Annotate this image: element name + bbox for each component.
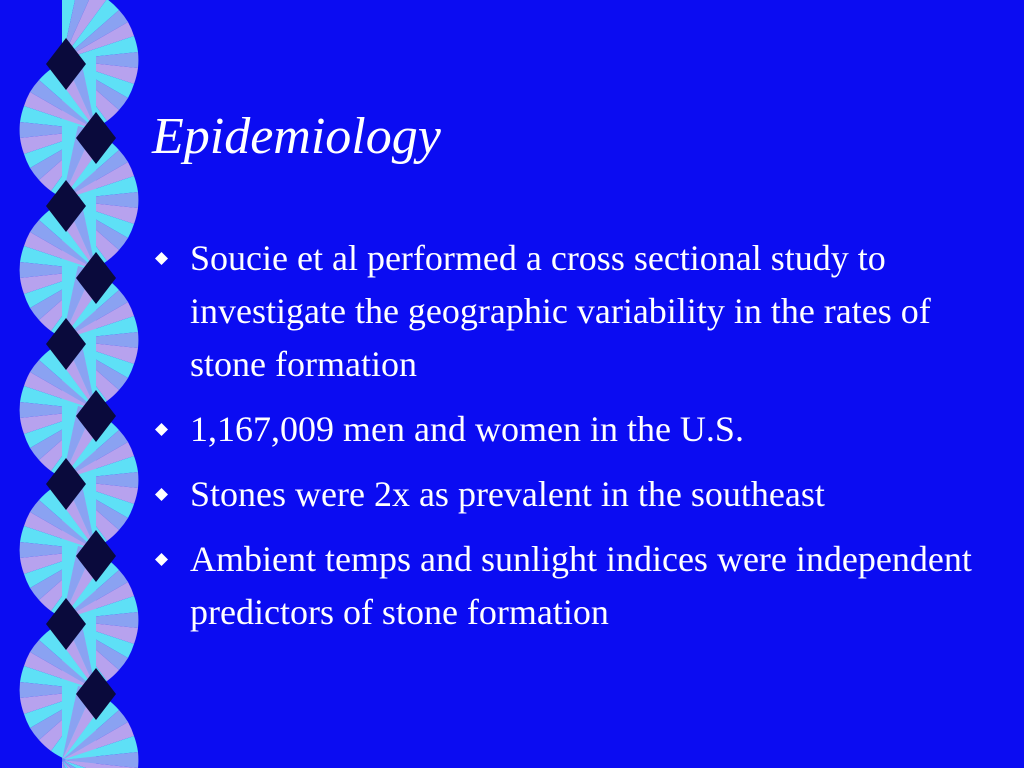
bullet-text: Ambient temps and sunlight indices were independent predictors of stone formation: [190, 539, 972, 632]
fan-decoration-strip: [0, 0, 140, 768]
diamond-bullet-icon: [155, 553, 168, 566]
bullet-text: 1,167,009 men and women in the U.S.: [190, 409, 744, 449]
bullet-text: Soucie et al performed a cross sectional study to investigate the geographic variability in the rates of stone formation: [190, 238, 931, 384]
bullet-item: [152, 468, 1012, 521]
bullet-item: [152, 533, 1012, 639]
slide-title: Epidemiology: [152, 108, 441, 165]
bullet-text: Stones were 2x as prevalent in the southeast: [190, 474, 825, 514]
diamond-bullet-icon: [155, 252, 168, 265]
diamond-bullet-icon: [155, 488, 168, 501]
bullet-item: [152, 403, 1012, 456]
diamond-bullet-icon: [155, 423, 168, 436]
bullet-list: [152, 232, 1012, 651]
bullet-item: [152, 232, 1012, 391]
